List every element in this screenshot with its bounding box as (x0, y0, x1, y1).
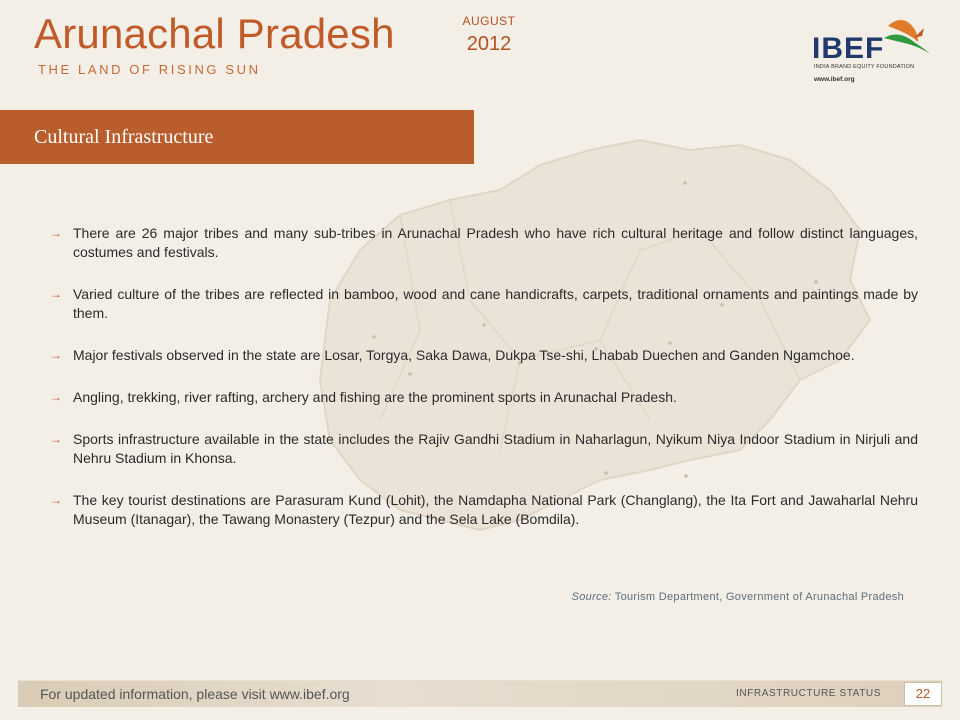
right-arrow-icon: → (50, 493, 62, 507)
page-title: Arunachal Pradesh (34, 10, 395, 57)
bullet-item (50, 430, 918, 468)
right-arrow-icon: → (50, 287, 62, 301)
logo-tagline: INDIA BRAND EQUITY FOUNDATION (814, 64, 915, 70)
bullet-text: Major festivals observed in the state are Losar, Torgya, Saka Dawa, Dukpa Tse-shi, Lhabab Duechen and Ganden Ngamchoe. (73, 347, 855, 363)
page-subtitle: THE LAND OF RISING SUN (38, 62, 261, 77)
bullet-list (50, 224, 918, 552)
bullet-item (50, 285, 918, 323)
bullet-item (50, 346, 918, 365)
bullet-item (50, 388, 918, 407)
right-arrow-icon: → (50, 348, 62, 362)
bullet-text: Sports infrastructure available in the state includes the Rajiv Gandhi Stadium in Naharlagun, Nyikum Niya Indoor Stadium in Nirjuli and Nehru Stadium in Khonsa. (73, 431, 918, 466)
footer-link-text[interactable]: For updated information, please visit www.ibef.org (40, 686, 350, 702)
bullet-item (50, 224, 918, 262)
source-note (572, 591, 904, 603)
source-label: Source: (571, 591, 612, 603)
page-number: 22 (904, 682, 942, 706)
right-arrow-icon: → (50, 390, 62, 404)
right-arrow-icon: → (50, 432, 62, 446)
logo-text: IBEF (812, 32, 885, 65)
bullet-text: Angling, trekking, river rafting, archery and fishing are the prominent sports in Arunachal Pradesh. (73, 389, 677, 405)
bullet-text: The key tourist destinations are Parasuram Kund (Lohit), the Namdapha National Park (Changlang), the Ita Fort and Jawaharlal Nehru Museum (Itanagar), the Tawang Monastery (Tezpur) and the Sela Lake (Bomdila). (73, 492, 918, 527)
bullet-text: There are 26 major tribes and many sub-tribes in Arunachal Pradesh who have rich cultural heritage and follow distinct languages, costumes and festivals. (73, 225, 918, 260)
footer-section-label: INFRASTRUCTURE STATUS (736, 688, 882, 699)
logo-url: www.ibef.org (814, 76, 855, 83)
source-text: Tourism Department, Government of Arunachal Pradesh (614, 591, 904, 603)
bullet-text: Varied culture of the tribes are reflected in bamboo, wood and cane handicrafts, carpets, traditional ornaments and paintings made by them. (73, 286, 918, 321)
date-month: AUGUST (462, 14, 516, 28)
ibef-logo (812, 8, 932, 90)
right-arrow-icon: → (50, 226, 62, 240)
date-year: 2012 (466, 33, 512, 55)
bullet-item (50, 491, 918, 529)
section-title: Cultural Infrastructure (34, 126, 214, 148)
